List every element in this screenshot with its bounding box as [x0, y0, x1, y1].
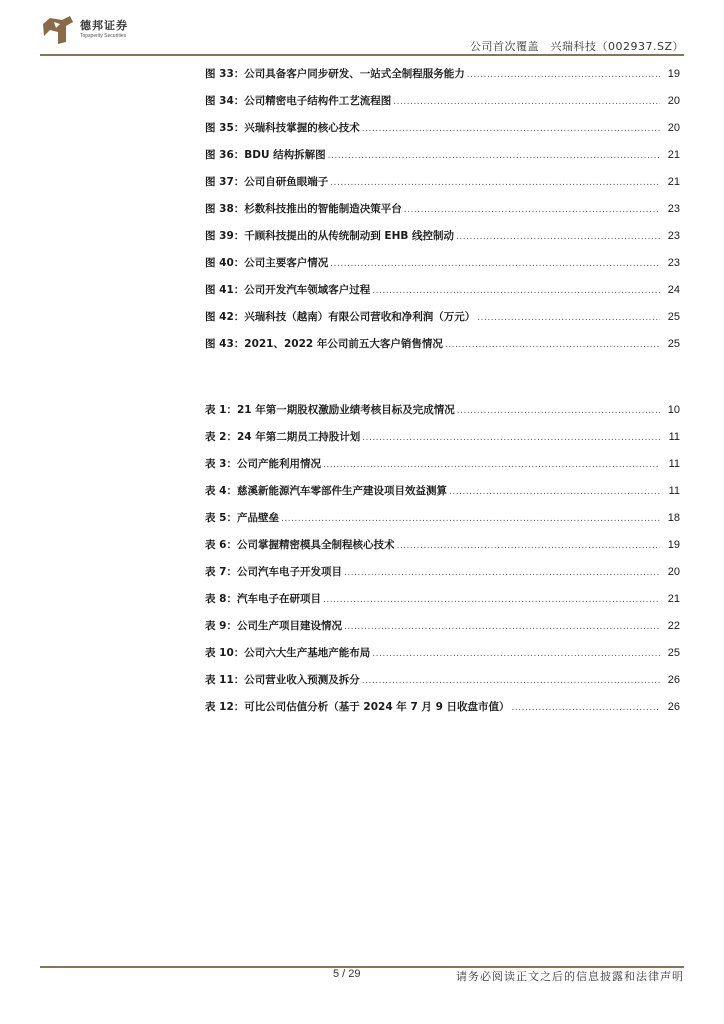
- entry-title: 表 8：汽车电子在研项目: [205, 593, 321, 605]
- toc-entry[interactable]: [205, 537, 680, 553]
- toc-entry[interactable]: [205, 564, 680, 580]
- entry-page: 19: [667, 539, 680, 551]
- entry-page: 22: [667, 620, 680, 632]
- toc-entry[interactable]: [205, 174, 680, 190]
- dot-leader: [323, 592, 660, 608]
- toc-entry[interactable]: [205, 309, 680, 325]
- entry-title: 图 34：公司精密电子结构件工艺流程图: [205, 95, 392, 107]
- entry-page: 24: [667, 284, 680, 296]
- entry-page: 20: [667, 95, 680, 107]
- dot-leader: [456, 229, 660, 245]
- dot-leader: [477, 310, 660, 326]
- toc-entry[interactable]: [205, 228, 680, 244]
- entry-page: 25: [667, 647, 680, 659]
- toc-entry[interactable]: [205, 402, 680, 418]
- dot-leader: [344, 619, 660, 635]
- toc-entry[interactable]: [205, 201, 680, 217]
- toc-entry[interactable]: [205, 510, 680, 526]
- dot-leader: [404, 202, 660, 218]
- company-logo: [40, 14, 180, 48]
- entry-title: 表 1：21 年第一期股权激励业绩考核目标及完成情况: [205, 404, 455, 416]
- entry-title: 表 7：公司汽车电子开发项目: [205, 566, 342, 578]
- disclaimer-note: 请务必阅读正文之后的信息披露和法律声明: [456, 970, 684, 983]
- report-info: 公司首次覆盖 兴瑞科技（002937.SZ）: [469, 40, 684, 53]
- entry-title: 表 11：公司营业收入预测及拆分: [205, 674, 360, 686]
- entry-title: 图 38：杉数科技推出的智能制造决策平台: [205, 203, 402, 215]
- toc-entry[interactable]: [205, 66, 680, 82]
- header-divider: [40, 54, 684, 56]
- entry-page: 25: [667, 311, 680, 323]
- entry-page: 11: [668, 485, 680, 497]
- entry-page: 23: [667, 230, 680, 242]
- entry-title: 图 33：公司具备客户同步研发、一站式全制程服务能力: [205, 68, 465, 80]
- dot-leader: [330, 175, 660, 191]
- entry-page: 21: [667, 176, 680, 188]
- toc-entry[interactable]: [205, 93, 680, 109]
- toc-entry[interactable]: [205, 672, 680, 688]
- toc-entry[interactable]: [205, 336, 680, 352]
- entry-title: 图 43：2021、2022 年公司前五大客户销售情况: [205, 338, 443, 350]
- logo-mark-icon: [40, 14, 76, 48]
- dot-leader: [445, 337, 660, 353]
- entry-page: 23: [667, 203, 680, 215]
- entry-title: 表 3：公司产能利用情况: [205, 458, 321, 470]
- dot-leader: [512, 700, 660, 716]
- entry-page: 26: [667, 701, 680, 713]
- entry-page: 21: [667, 593, 680, 605]
- dot-leader: [323, 457, 660, 473]
- entry-page: 11: [668, 431, 680, 443]
- toc-entry[interactable]: [205, 618, 680, 634]
- toc-entry[interactable]: [205, 120, 680, 136]
- dot-leader: [362, 430, 660, 446]
- entry-page: 10: [667, 404, 680, 416]
- entry-title: 表 6：公司掌握精密模具全制程核心技术: [205, 539, 395, 551]
- entry-title: 表 5：产品壁垒: [205, 512, 279, 524]
- entry-title: 图 39：千顾科技提出的从传统制动到 EHB 线控制动: [205, 230, 455, 242]
- toc-entry[interactable]: [205, 699, 680, 715]
- dot-leader: [372, 283, 660, 299]
- page-number: 5 / 29: [333, 968, 361, 980]
- entry-title: 图 41：公司开发汽车领域客户过程: [205, 284, 371, 296]
- entry-page: 25: [667, 338, 680, 350]
- dot-leader: [372, 646, 660, 662]
- entry-title: 表 4：慈溪新能源汽车零部件生产建设项目效益测算: [205, 485, 447, 497]
- toc-entry[interactable]: [205, 456, 680, 472]
- dot-leader: [344, 565, 660, 581]
- entry-title: 图 40：公司主要客户情况: [205, 257, 329, 269]
- entry-page: 19: [667, 68, 680, 80]
- entry-title: 表 9：公司生产项目建设情况: [205, 620, 342, 632]
- entry-title: 表 10：公司六大生产基地产能布局: [205, 647, 371, 659]
- entry-page: 20: [667, 566, 680, 578]
- dot-leader: [467, 67, 660, 83]
- toc-entry[interactable]: [205, 282, 680, 298]
- entry-title: 表 2：24 年第二期员工持股计划: [205, 431, 361, 443]
- entry-page: 26: [667, 674, 680, 686]
- entry-title: 图 37：公司自研鱼眼端子: [205, 176, 329, 188]
- entry-page: 21: [667, 149, 680, 161]
- dot-leader: [449, 484, 660, 500]
- toc-entry[interactable]: [205, 645, 680, 661]
- toc-entry[interactable]: [205, 429, 680, 445]
- page-header: [0, 0, 724, 56]
- logo-text-cn: 德邦证券: [80, 19, 128, 32]
- entry-page: 23: [667, 257, 680, 269]
- entry-title: 图 35：兴瑞科技掌握的核心技术: [205, 122, 360, 134]
- entry-page: 20: [667, 122, 680, 134]
- dot-leader: [396, 538, 660, 554]
- dot-leader: [362, 121, 660, 137]
- entry-title: 图 42：兴瑞科技（越南）有限公司营收和净利润（万元）: [205, 311, 476, 323]
- dot-leader: [328, 148, 660, 164]
- toc-entry[interactable]: [205, 147, 680, 163]
- entry-page: 11: [668, 458, 680, 470]
- dot-leader: [457, 403, 660, 419]
- dot-leader: [281, 511, 660, 527]
- dot-leader: [362, 673, 660, 689]
- toc-entry[interactable]: [205, 591, 680, 607]
- toc-entry[interactable]: [205, 483, 680, 499]
- dot-leader: [393, 94, 660, 110]
- entry-title: 表 12：可比公司估值分析（基于 2024 年 7 月 9 日收盘市值）: [205, 701, 510, 713]
- entry-page: 18: [667, 512, 680, 524]
- toc-entry[interactable]: [205, 255, 680, 271]
- dot-leader: [330, 256, 660, 272]
- entry-title: 图 36：BDU 结构拆解图: [205, 149, 326, 161]
- logo-text-en: Topsperity Securities: [80, 33, 127, 39]
